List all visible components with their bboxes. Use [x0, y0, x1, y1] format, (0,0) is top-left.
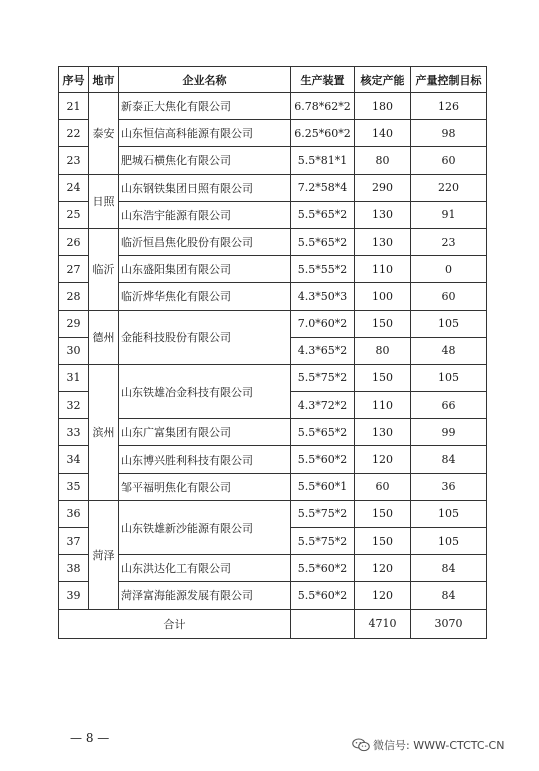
cell-capacity: 130 — [355, 228, 411, 255]
cell-capacity: 180 — [355, 93, 411, 120]
cell-target: 60 — [411, 147, 487, 174]
table-row — [59, 174, 487, 201]
header-enterprise: 企业名称 — [119, 67, 291, 93]
cell-enterprise: 山东铁雄冶金科技有限公司 — [119, 364, 291, 418]
cell-device: 5.5*75*2 — [291, 528, 355, 555]
cell-target: 60 — [411, 283, 487, 310]
cell-enterprise: 肥城石横焦化有限公司 — [119, 147, 291, 174]
table-row — [59, 93, 487, 120]
cell-capacity: 150 — [355, 528, 411, 555]
watermark-text: 微信号: WWW-CTCTC-CN — [373, 739, 505, 752]
cell-device: 4.3*72*2 — [291, 392, 355, 419]
cell-target: 0 — [411, 256, 487, 283]
cell-capacity: 130 — [355, 419, 411, 446]
cell-target: 91 — [411, 201, 487, 228]
header-device: 生产装置 — [291, 67, 355, 93]
cell-enterprise: 山东浩宇能源有限公司 — [119, 201, 291, 228]
cell-enterprise: 临沂恒昌焦化股份有限公司 — [119, 228, 291, 255]
cell-city: 菏泽 — [89, 500, 119, 609]
cell-capacity: 60 — [355, 473, 411, 500]
cell-device: 5.5*65*2 — [291, 419, 355, 446]
cell-capacity: 120 — [355, 446, 411, 473]
cell-no: 35 — [59, 473, 89, 500]
cell-no: 22 — [59, 120, 89, 147]
cell-no: 21 — [59, 93, 89, 120]
table-row — [59, 283, 487, 310]
table-row — [59, 582, 487, 609]
cell-capacity: 140 — [355, 120, 411, 147]
cell-city: 临沂 — [89, 228, 119, 310]
cell-capacity: 120 — [355, 555, 411, 582]
cell-no: 32 — [59, 392, 89, 419]
cell-enterprise: 山东盛阳集团有限公司 — [119, 256, 291, 283]
cell-device: 5.5*81*1 — [291, 147, 355, 174]
cell-no: 37 — [59, 528, 89, 555]
table-row — [59, 555, 487, 582]
cell-no: 30 — [59, 337, 89, 364]
header-capacity: 核定产能 — [355, 67, 411, 93]
table-row — [59, 446, 487, 473]
cell-device: 5.5*75*2 — [291, 500, 355, 527]
cell-device: 7.0*60*2 — [291, 310, 355, 337]
header-target: 产量控制目标 — [411, 67, 487, 93]
table-row — [59, 228, 487, 255]
cell-capacity: 110 — [355, 392, 411, 419]
cell-no: 38 — [59, 555, 89, 582]
cell-city: 日照 — [89, 174, 119, 228]
cell-device: 6.78*62*2 — [291, 93, 355, 120]
cell-enterprise: 山东钢铁集团日照有限公司 — [119, 174, 291, 201]
cell-device: 5.5*60*2 — [291, 582, 355, 609]
table-row — [59, 147, 487, 174]
cell-enterprise: 临沂烨华焦化有限公司 — [119, 283, 291, 310]
cell-target: 220 — [411, 174, 487, 201]
cell-target: 99 — [411, 419, 487, 446]
total-row — [59, 609, 487, 638]
cell-target: 84 — [411, 555, 487, 582]
cell-target: 84 — [411, 446, 487, 473]
total-target: 3070 — [411, 609, 487, 638]
page-number: — 8 — — [70, 731, 110, 745]
table-row — [59, 500, 487, 527]
cell-city: 德州 — [89, 310, 119, 364]
cell-enterprise: 邹平福明焦化有限公司 — [119, 473, 291, 500]
cell-device: 6.25*60*2 — [291, 120, 355, 147]
cell-no: 24 — [59, 174, 89, 201]
cell-enterprise: 山东广富集团有限公司 — [119, 419, 291, 446]
total-capacity: 4710 — [355, 609, 411, 638]
cell-no: 36 — [59, 500, 89, 527]
cell-no: 25 — [59, 201, 89, 228]
total-label: 合计 — [59, 609, 291, 638]
cell-target: 48 — [411, 337, 487, 364]
cell-device: 4.3*50*3 — [291, 283, 355, 310]
cell-capacity: 120 — [355, 582, 411, 609]
cell-no: 26 — [59, 228, 89, 255]
header-no: 序号 — [59, 67, 89, 93]
capacity-table — [58, 66, 487, 639]
header-city: 地市 — [89, 67, 119, 93]
cell-target: 105 — [411, 500, 487, 527]
cell-no: 28 — [59, 283, 89, 310]
cell-enterprise: 菏泽富海能源发展有限公司 — [119, 582, 291, 609]
cell-device: 5.5*65*2 — [291, 201, 355, 228]
cell-target: 105 — [411, 310, 487, 337]
table-row — [59, 310, 487, 337]
table-header-row — [59, 67, 487, 93]
cell-capacity: 130 — [355, 201, 411, 228]
cell-capacity: 150 — [355, 364, 411, 391]
cell-enterprise: 山东博兴胜利科技有限公司 — [119, 446, 291, 473]
table-row — [59, 473, 487, 500]
cell-device: 7.2*58*4 — [291, 174, 355, 201]
cell-target: 105 — [411, 528, 487, 555]
wechat-icon — [352, 738, 370, 752]
cell-device: 5.5*60*2 — [291, 555, 355, 582]
cell-device: 5.5*55*2 — [291, 256, 355, 283]
cell-enterprise: 新泰正大焦化有限公司 — [119, 93, 291, 120]
cell-capacity: 290 — [355, 174, 411, 201]
table-row — [59, 256, 487, 283]
cell-device: 5.5*65*2 — [291, 228, 355, 255]
cell-no: 27 — [59, 256, 89, 283]
table-row — [59, 419, 487, 446]
cell-enterprise: 山东铁雄新沙能源有限公司 — [119, 500, 291, 554]
cell-no: 39 — [59, 582, 89, 609]
cell-target: 84 — [411, 582, 487, 609]
cell-capacity: 150 — [355, 310, 411, 337]
cell-target: 105 — [411, 364, 487, 391]
cell-enterprise: 金能科技股份有限公司 — [119, 310, 291, 364]
cell-capacity: 80 — [355, 337, 411, 364]
cell-device: 5.5*60*2 — [291, 446, 355, 473]
cell-target: 98 — [411, 120, 487, 147]
cell-capacity: 150 — [355, 500, 411, 527]
cell-no: 33 — [59, 419, 89, 446]
table-row — [59, 201, 487, 228]
cell-no: 31 — [59, 364, 89, 391]
table-row — [59, 364, 487, 391]
cell-enterprise: 山东洪达化工有限公司 — [119, 555, 291, 582]
cell-enterprise: 山东恒信高科能源有限公司 — [119, 120, 291, 147]
cell-target: 36 — [411, 473, 487, 500]
cell-device: 5.5*75*2 — [291, 364, 355, 391]
cell-no: 23 — [59, 147, 89, 174]
cell-target: 126 — [411, 93, 487, 120]
cell-capacity: 110 — [355, 256, 411, 283]
cell-capacity: 80 — [355, 147, 411, 174]
watermark — [352, 737, 504, 753]
cell-city: 泰安 — [89, 93, 119, 175]
cell-capacity: 100 — [355, 283, 411, 310]
cell-city: 滨州 — [89, 364, 119, 500]
cell-no: 29 — [59, 310, 89, 337]
cell-no: 34 — [59, 446, 89, 473]
total-device-empty — [291, 609, 355, 638]
cell-device: 5.5*60*1 — [291, 473, 355, 500]
cell-target: 23 — [411, 228, 487, 255]
table-row — [59, 120, 487, 147]
cell-device: 4.3*65*2 — [291, 337, 355, 364]
cell-target: 66 — [411, 392, 487, 419]
